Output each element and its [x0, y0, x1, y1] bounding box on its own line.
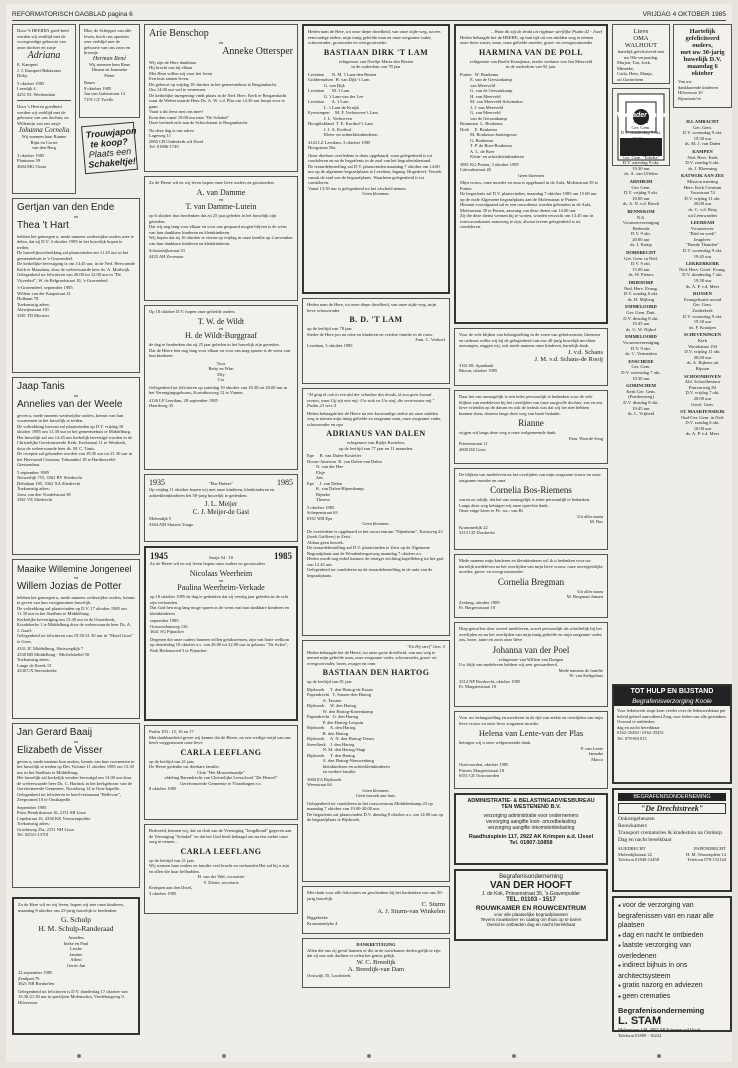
wedding-notice-arie: Arie Benschop en Anneke Ottersper Wij zijn de Here dankbaar Hij bracht ons bij elkaar Met Hem willen wij voor het leven Een huis samen leven. Dit gebeurt op vrijdag 18 oktober in het gemeentehuis te Bergambacht. Om 14.00 uur wel te vernemen. De kerkelijke inzegening vindt plaats in de Ned. Herv. Kerk te Bergambacht waar de Weleerwaarde Heer Ds. A. W. v.d. Plas om 14.30 uur hoopt voor te gaan. Vaart u dit feest met ons mee? Kom dan vanaf 19.00 uur naar "De Schakel" Deze bevindt zich aan de Schoolstraat te Bergambacht. Na deze dag is ons adres: Lageweg 11 2865 CB Ouderkerk a/d IJssel Tel. 01806-1749 [144, 24, 298, 172]
column-5-ads [612, 684, 732, 1036]
church-listings-right: H.I. AMBACHT Ger. Gem. D.V. woensdag 9 okt. 19.30 uur ds. M. J. van Dalen KAMPEN Ned. Herv. Kerk D.V. zondag 6 okt. ds. J. Bloeming KATWIJK AAN ZEE Mission meeting Herv. Kerk Centrum Voorstraat 74 D.V. vrijdag 11 okt. 20.00 uur ds. C. v.d. Berg uit Leeuwarden LEERDAM Vrouwenver. "Biid en werk" Jeugdver. "Bonde Thanden" D.V. woensdag 9 okt. 19.45 uur LEKKERKERK Ned. Herv. Geref. Evang. D.V. donderdag 7 okt. 19.30 uur ds. A. P. v.d. Meer RIJSSEN Evangelisatie avond Ger. Gem. Zuiderkerk D.V. woensdag 9 okt. 19.30 uur ds. F. Kraaijen SCHEVENINGEN Kerk Woudstraat 194 D.V. vrijdag 11 okt. 20.00 uur ds. A. Rijkens uit Rijssen SCHOONHOVEN Ald. Schoolbestuur Pastoorweg 84 D.V. vrijdag 7 okt. 20.00 uur Geref. Gem. ST. MAARTENSDIJK Oud-Ger. Gem. in Ned. D.V. zondag 6 okt. 10.00 uur ds. A. P. v.d. Meer [679, 119, 726, 437]
obituary-van-dalen: "Al ging ik ook in een dal der schaduw des doods, ik zou geen kwaad vrezen, want Gij zijt met mij: Uw stok en Uw staf, die vertroosten mij." Psalm 23 vers 4 Heden behaagde het de Heere na een korstondige ziekte uit onze midden weg te nemen mijn innig geliefde en zorgzame man, onze zorgzame vader, schoonvader en opa ADRIANUS VAN DALEN echtgenoot van Rijdje Kostelier, op de leeftijd van 77 jaar en 11 maanden. Epe R. van Dalen-Kostelier Doorn-Amerom R. van Dalen-van Dalen N. van der Hee Elsje Ans Epe J. van Dalen K. van Dalen-Hijnenkamp Rijneke Therese 3 oktober 1985 Schepenstraat 63 8161 WB Epe Geen bloemen. De overledene is opgebaard in het rouwcentrum "Nijenheim", Kruisweg 23 (hoek Griffieer) te Zeist. Aldaar geen bezoek. De teraardebestelling zal D.V. plaatsvinden te Zeist op de Algemene Begraafplaats aan de Woudenbergseweg maandag 7 oktober a.s. Heden wordt nog enkel kantoor de reiziger stichting kapelleberg tot het graf van 12.45 uur. Gelegenheid tot condoleren na de teraardebestelling in de aula van de begraafplaats. [302, 388, 450, 636]
ad-drechtstreek: BEGRAFENISONDERNEMING "De Drechtstreek" Onkostgeheuzen Rouwkamers Transport crematories & kindestuin na Ostdorp Dag en nacht bereikbaar SLIEDRECHT Molendijkstraat 22 Telefoon 01840-12458 PAPENDRECHT H. M. Wassenplein 14 Telefoon 078-152144 [612, 788, 732, 892]
birth-ads-row [12, 24, 140, 198]
wedding-notice-gertjan: Gertjan van den Ende en Thea 't Hart hebben het genoegen u, mede namens wederzijdse ouders mee te delen, dat zij D.V. 4 oktober 1985 in het huwelijk hopen te treden. De huwelijksvoltrekking zal plaatsvinden om 11.45 uur in het gemeentehuis te 's-Gravendeel. De kerkelijke bevestiging is om 14.45 uur, in de Ned. Hervormde Kerk te Maasdam, door de weleerwaarde heer ds. A. Muilwijk. Gelegenheid tot feliciteren van 20.00 tot 22.00 uur in "De Vijverhof", W. de Belgraafstraat 10, 's-Gravendeel. 's-Gravendeel, september 1985 Willem van der Kaapstraat 31 Hofhaan 78 Toekomstig adres: Alewijnstraat 101 3381 TD Mooster [12, 198, 140, 373]
thanks-van-der-poel: Diep getroffen door zoveel medeleven, zowel persoonlijk als schriftelijk bij het overlijden en na het overlijden van mijn innig geliefde en mijn zorgzame vader, zus, broer, tante en zoon onze lieve Johanna van der Poel echtgenote van Willem van Dongen Uw blijk van medeleven hebben wij zeer gewaardeerd. Mede namens de familie W. van Steltgehuis 3314 NP Dordrecht, oktober 1985 Pr. Margrietstraat 18 [454, 622, 608, 707]
column-1-bottom [12, 897, 140, 1037]
trouwjapon-ad: Trouwjapon te koop? Plaats een Schakeltje! [81, 122, 138, 174]
wedding-notice-jan: Jan Gerard Baaij en Elizabeth de Visser geven u, mede namens hun ouders, kennis van hun voornemen in het huwelijk te treden op Dev Volonte 11 oktober 1985 om 13.30 uur in het Stadhuis te Middelburg. Het huwelijk zal kerkelijk worden bevestigd om 14.00 uur door de weleerwaarde heer Ds. C. Harinck in het kerkgebouw van de Gereformeerde Gemeente, Noordweg 14 te Oost-kapelle. Gelegenheid tot feliciteren in hotel-restaurant "Bellevue", Zeepromed 10 te Oostkapelle. September 1985 Prins Hendrikstraat 16, 2151 SB Lisse Lepelstraat 16, 4356 KK Vrouwenpolder Toekomstig adres: Grachtweg 25a, 2151 NH Lisse Tel. 02521-13701 [12, 723, 140, 888]
page-header [12, 8, 726, 21]
obituary-tlam-2: Heden nam de Here, tot onze diepe droefheid, van onze zijde weg, mijn lieve schoonvader B. D. 'T LAM op de leeftijd van 78 jaar Sterke de Here jou nu reise en kinderen en verdere familie in de rouw. Fam. C. Verhoef Leerdam, 3 oktober 1985 [302, 298, 450, 384]
obituary-van-de-poll: ...Want dit zijt de drukt uit rijgbaar sterflijke Psalm 42 - Jozef Heden behaagde het de HEERE, op hun tijd uit ons midden weg te nemen onze lieve zuster, tante, onze geliefde moeder, groot- en overgrootmoeder HARMINA VAN DE POLL echtgenote van Roelie Kraaijema, eerder weduwe van Jan Meerveld in de ouderdom van 92 jaar. Putten W. Boukema E. van de Gerssinkamp van Meerveld G. van de Gerssinkamp H. van Meerveld M. van Meerveld-Schomaker J. J. van Meerveld G. van Meerveld van de Gerssinkamp Brummen L. Boukema Doth E. Boukema M. Boukema-Jonkergouw G. Boukema T. P. de Boer-Boukema A. L. de Boer Klein- en achterkleinkinderen 3881 KG Putten, 3 oktober 1985 Calorathstraat 40 Geen bloemen Mijn vrouw, onze moeder en oma is opgebaard in de Aula, Molenstraat 39 te Putten. De begrafenis zal D.V. plaatsvinden, maandag 7 oktober 1985 om 15.00 uur op de oude Algemene begraafplaats aan de Molenstraat te Putten. Hieraan voorafgaand zal er een rouwdienst worden gehouden in de Aula, Molenstraat 39 te Putten, aanvang van deze dienst om 14.00 uur. Zij die deze dienst wensen bij te wonen, worden verzocht om 13.45 uur in rouwwoonkamer aanwezig te zijn, alwaar tevens gelegenheid is tot condoleren. [454, 24, 608, 324]
birth-notice-adriana: Door 'S HEEREN goed-heid werden wij verblijd met de voorspoedige geboorte van onze dochter en zusje Adriana E. Kamperi J. J. Kamperi-Bakkeraas Dirky 5 oktober 1985 Leerdijk 4 4251 EL Werkendam Door 's Heeren goedheid werden wij verblijd met de geboorte van ons dochter, en Willemijn van ons zusje Johanna Cornelia Wij noemen haar Rianne Rijnt en Corrie van den Berg 3 oktober 1985 Plantsoen 59 3604 MG Oosta [12, 24, 76, 194]
anniversary-notice-weerheim: 1945 Jesaja 54 : 10 1985 Zo de Heere wil en wij leven hopen onze ouders en grootouders Nicolaas Weerheim en Paulina Weerheim-Verkade op 10 oktober 1985 de dag te gedenken dat zij veertig jaar geleden in de echt zijn verbonden. Dat God hen nog lang moge sparen is de wens van hun dankbare kinderen en kleinkinderen september 1985 Oostzeedamweg 136 3641 SG Pijnacker Degenen die onze ouders hunnen willen gelukwensen, zijn van harte welkom op donderdag 10 oktober a.s. van 20.00 tot 22.00 uur in gebouw "De Acker", Park Berkenzoed 5 te Pijnacker. [144, 546, 298, 721]
thanks-rianne: Daar het ons onmogelijk is een ieder persoonlijk te bedanken voor de vele blijken van medeleven bij het overlijden van onze zorgvolle dochter, zus en ons lieve vriendin op de datum en ook de indruk was dat wij het niet hebben kunnen doen, daarom langs deze weg van harte bedankt. Rianne wijgen wij langs deze weg u onze welgemeende dank. Fam. Woerde-Jong Prinsenstraat 11 4900 DZ Goes [454, 390, 608, 464]
column-3 [302, 24, 450, 1054]
thanks-breedijk: DANKBETUIGING Allen die ons zij geval hunnen of die in de rouwkamer deden gelijk te zijn dat zij ons ook dachten er velen het gemis gelijk. W. C. Breedijk A. Breedijk-van Dam Oostwijk 35, Loosbroek [302, 938, 450, 988]
thanks-sturm: Met dank voor alle felicitaties en geschenken bij het herdenken van ons 50-jarig huwelijk. C. Sturm A. J. Sturm-van Winkelen Riggekerke Krommendyke 4 [302, 886, 450, 934]
ad-administratiebureau: ADMINISTRATIE- & BELASTINGADVIESBUREAU TEN WESTENEND B.V. verzorging administratie voor ondernemers verzorging aangifte loon- omzetbelasting verzorging aangifte inkomstenbelasting Raadhuisplein 117, 2922 AK Krimpen a.d. IJssel Tel. 01807-10858 [454, 793, 608, 865]
obituary-carla-2: Bedroefd, kennen wij, dat en club van de Vereniging "Jeugdbond" gegeven aan de Vereniging "Schakel" en dat het God heeft behaagd om na een ziekte onze zorg te nemen... CARLA LEEFLANG op de leeftijd van 21 jaar. Wij wensen haar ouders en familie veel kracht en verbonden Het zal bij u zijn en allen die haar liefhadden. H. van der Wal, voorzitter V. Dieter, secretaris Krimpen aan den IJssel, 3 oktober 1985 [144, 824, 298, 914]
column-4 [454, 24, 608, 1054]
birth-notice-herman: Blut, de Schepper van alle leven, hoeft ons opnieuw zeer verblijd met de geboorte van ons zoon en broertje Herman René Wij noemen hem Rene Dinant en Jeannette Pieter Baarn 9 oktober 1985 Jan van Galenstraat 14 7191 CZ Twello [79, 24, 140, 118]
column-5: Lieve OMA WALHOUT hartelijk gefeliciteerd met uw 90e verjaardag. Marjon, Ton, Joek, Minneke, Carla, Hein, Manja, uit Gorinchem Vergader varia Hartelijk gefeliciteerd ouders, met uw 30-jarig huwelijk D.V. maandag 6 oktober Van uw dankbarende kinderen Hilversum 30 Rijnstraat/ve AALST Ger. Gem. D.V. donderdag 9 okt. 19.30 uur ds. C. v.d. Poel ALBLASSERDAM Ger. Gem. "Eikelta" D.V. zaterdag 9 okt. 19.30 uur ds. A. van Uffelen ARNHEIM Ger. Gem. D.V. vrijdag 9 okt. 10.00 uur ds. A. N. v.d. Bosch BENNEKOM N.S. Vrouwenvereniging Bethesda D.V. 9 okt. 20.00 uur ds. J. Kamp DORDRECHT Ger. Gem. in Ned. D.V. 9 okt. 15.00 uur ds. W. Pieters DRIEDORP Ned. Herv. Evang. D.V. zondag 6 okt. ds. H. Mijberg EMMELOORD Ger. Gem. Duit. D.V. dinsdag 8 okt. 19.45 uur ds. G. W. Nijhof EMMELOORD Vrouwenvereniging D.V. 9 okt. ds. C. Vermeulen ENSCHEDE Ger. Gem. D.V. woensdag 7 okt. 19.30 uur GORINCHEM Kerk Ger. Gem. (Fuerbenweg) D.V. dinsdag 8 okt. 19.45 uur ds. L. Vrijheid H.I. AMBACHT Ger. Gem. D.V. woensdag 9 okt. 19.30 uur ds. M. J. van Dalen KAMPEN Ned. Herv. Kerk D.V. zondag 6 okt. ds. J. Bloeming KATWIJK AAN ZEE Mission meeting Herv. Kerk Centrum Voorstraat 74 D.V. vrijdag 11 okt. 20.00 uur ds. C. v.d. Berg uit Leeuwarden LEERDAM Vrouwenver. "Biid en werk" Jeugdver. "Bonde Thanden" D.V. woensdag 9 okt. 19.45 uur LEKKERKERK Ned. Herv. Geref. Evang. D.V. donderdag 7 okt. 19.30 uur ds. A. P. v.d. Meer RIJSSEN Evangelisatie avond Ger. Gem. Zuiderkerk D.V. woensdag 9 okt. 19.30 uur ds. F. Kraaijen SCHEVENINGEN Kerk Woudstraat 194 D.V. vrijdag 11 okt. 20.00 uur ds. A. Rijkens uit Rijssen SCHOONHOVEN Ald. Schoolbestuur Pastoorweg 84 D.V. vrijdag 7 okt. 20.00 uur Geref. Gem. ST. MAARTENSDIJK Oud-Ger. Gem. in Ned. D.V. zondag 6 okt. 10.00 uur ds. A. P. v.d. Meer [612, 24, 732, 1054]
header-left: REFORMATORISCH DAGBLAD pagina 6 [12, 10, 133, 18]
wedding-notice-jaap: Jaap Tanis en Annelies van der Weele geven u, mede namens wederzijdse ouders, kennis van hun voornemen in het huwelijk te treden. De voltrekking hiervan zal plaatsvinden op D.V. vrijdag 18 oktober 1985 om 13.30 uur in het gemeentehuis te Middelburg. Het huwelijk zal om 14.45 uur kerkelijk bevestigd worden in de Christelijke Gereformeerde Kerk, Kerkstraat 11 te Westkerk, door de weleerwaarde heer ds. M. C. Tanis. De receptie zal gehouden worden van 19.45 uur tot 21.30 uur in het Hervormd Centrum, Tolmanhof 18 te Hardinxveld-Giessendam. 5 september 1985 Niewerlijk 755, 3361 BV Sliedrecht Deltalaan 105, 3362 XA Sliedrecht Toekomstig adres: Joost van den Vondelstraat 38 3361 VE Sliedrecht [12, 377, 140, 555]
header-right: VRIJDAG 4 OKTOBER 1985 [642, 10, 726, 18]
wedding-notice-maaike: Maaike Willemine Jongeneel en Willem Jozias de Potter hebben het genoegen u, mede namens wederzijdse ouders, kennis te geven van hun voorgenomen huwelijk. De voltrekking zal plaatsvinden op D.V. 17 oktober 1985 om 11.30 uur in het Stadhuis te Middelburg. Kerkelijke bevestiging om 13.30 uur in de Oosterkerk, Koudekerke 1 te Middelburg door de weleerwaarde heer Ds. A. J. Gaaff. Gelegenheid tot feliciteren van 19.30-21.30 uur in "Motel Goes" te Goes. 4331 JC Middelburg, Sluiswegdijk 7 4330 RB Middelburg - Michelsbeltel 50 Toekomstig adres: Lange de Kreek 13 4330 CX Serooskerke [12, 559, 140, 719]
ad-van-der-hooft: Begrafenisonderneming VAN DER HOOFT J. de Kok, Prinsenstraat 35, 's-Gravenpolder TEL. 01103 - 1517 ROUWKAMER EN ROUWCENTRUM voor alle plaatselijke begraafplaatsen Tevens rouwkamer en caalog om thuis op te baren Overal te ontbieden dag en nacht bereikbaar [454, 869, 608, 941]
thanks-bos-riemens: De blijken van medeleven na het overlijden van mijn zorgzame vrouw en onze zorgzame moeder en oma Cornelia Bos-Riemens waren zo talrijk, dat het ons onmogelijk is ieder persoonlijk te bedanken. Langs deze weg betuigen wij onze oprechte dank. Onze enige broer te Pe. wa.: van Ri Uit aller naam M. Bos Krommedijk 22 3313 CD Dordrecht [454, 468, 608, 550]
anniversary-notice-wildt: Op 18 oktober D.V. hopen onze geliefde ouders T. W. de Wildt en H. de Wildt-Burggraaf de dag te herdenken dat zij 25 jaar geleden in het huwelijk zijn getreden. Dat de Heere hen nog lang voor elkaar en voor ons mag sparen is de wens van hun kinderen Toos Betty en Wim Elly Cor Gelegenheid tot feliciteren op zaterdag 19 oktober van 18.30 tot 20.00 uur in het Verenigingsgebouw, Korinthosweg 12 te Vianen. 4126 LP Leerdam, 28 september 1985 Haardweg 35 [144, 305, 298, 470]
newspaper-page [6, 4, 732, 1062]
thanks-van-der-schans: Voor de vele blijken van belangstelling in de vorm van gelukwensen, bloemen en cadeaus welke wij bij de gelegenheid van ons 40-jarig huwelijk mochten ontvangen, zeggen wij, ook mede namens onze kinderen, hartelijk dank. J. v.d. Schans J. M. v.d. Schans-de Rooij 3161 RL Spanhaak Rhoon, oktober 1985 [454, 328, 608, 386]
ad-koole: TOT HULP EN BIJSTAND Begrafenisverzorging Koole Voor ledenwerk stopt kom verder over de ledenwerkkast per beleid geheel aanvullend Zorg voor leden van alle gezindten. Overeal te ontbieden dag en nacht bereikbaar 0162-35450 / 0162-35451 Tel. 078-001015 [612, 684, 732, 784]
column-2 [144, 24, 298, 1054]
obituary-carla-1: Psalm 103 : 15, 16 en 17 Met dankbaarheid geven wij kennis dat de Heere, na een vredige strijd van ons heeft weggenomen onze lieve CARLA LEEFLANG op de leeftijd van 21 jaar. De Heere gedenke uw dierbare familie. Club "Het Mosterdzaadje" afdeling Barendrecht van Christelijke Leerschool "De Heuvel" Gereformeerde Gemeente te Vlaardingen e.o. 8 oktober 1985 [144, 725, 298, 820]
ad-stam: ● voor de verzorging van begrafenissen van en naar alle plaatsen ● dag en nacht te ontbieden ● laatste verzorging van overledenen ● indirect bijhuis in ons architectsysteem ● gratis nazorg en adviezen ● geen crematies Begrafenisonderneming L. STAM Molenstraat 148, 2907 AP Krimpen a/d IJssel Telefoon 01809 - 16222 [612, 896, 732, 1032]
anniversary-ouders: Hartelijk gefeliciteerd ouders, met uw 30-jarig huwelijk D.V. maandag 6 oktober Van uw dankbarende kinderen Hilversum 30 Rijnstraat/ve [673, 24, 732, 108]
anniversary-notice-meijer: 1935 "Ebe Haëzer" 1985 Op vrijdag 11 oktober hopen wij met onze kinderen, kleinkinderen en achterkleinkinderen het 50-jarig huwelijk te gedenken. J. L. Meijer C. J. Meijer-de Gast Molendijk 5 3364 AM Sluizen Tungo [144, 474, 298, 542]
obituary-den-hartog: "En Hij sterf" Gen. 5 Heden behaagde het de Heere, tot onze grote droefheid, van ons weg te nemen mijn geliefde man, onze zorgzame vader, schoonvader, groot- en overgrootvader, broer, zwager en oom BASTIAAN DEN HARTOG op de leeftijd van 81 jaar Rijsbroek T. den Hartog-de Kraan Papendrecht T. Sassen-den Hartog A. Tassner Rijsbroek W. den Hartog W. den Hartog-Kortenkamp Papendrecht G. den Hartog P. den Hartog-Lesquin Rijsbroek A. den Hartog R. den Hartog Rijsbroek A. N. den Hartog-Teeuw Streefkerk J. den Hartog N. M. den Hartog-Slagt Rijsbroek T. den Hartog A. den Hartog-Nieuwenburg kleinkinderen en achterkleinkinderen en verdere familie 3060 EA Rijsbroek Weerstraat 64 Geen bloemen. Geen bezoek aan huis. Gelegenheid tot condoleren in het rouwcentrum Middelenkamp 23 op maandag 7 oktober van 19.00-20.00 uur. De begrafenis zal plaatsvinden D.V. dinsdag 8 oktober a.s. om 14.00 uur op de begraafplaats te Rijsbroek. [302, 640, 450, 882]
page-binding-dots [6, 1054, 732, 1058]
birthday-oma-walhout: Lieve OMA WALHOUT hartelijk gefeliciteerd met uw 90e verjaardag. Marjon, Ton, Joek, Minneke, Carla, Hein, Manja, uit Gorinchem [612, 24, 670, 84]
anniversary-notice-damme: Zo de Heere wil en wij leven hopen onze lieve ouders en grootouders A. van Damme en T. van Damme-Lutein op 6 oktober hun herdenken dat zij 25 jaar geleden in het huwelijk zijn getreden. Dat wij nog lang voor elkaar en voor ons gespaard mogen blijven is de wens van hun dankbare kinderen en kleinkinderen. Wij hopen dat zij 16 oktober te vieren op vrijdag in onze familie op 2 november van hun dankbare kinderen en kleinkinderen. Schoonbijkstraat 53 4435 AH Zevenaar [144, 176, 298, 301]
anniversary-notice-schulp: Zo de Here wil en wij leven, hopen wij met onze kinderen, maandag 8 oktober ons 25-jarig huwelijk te herdenken. G. Schulp H. M. Schulp-Randeraad Annelies Ineke en Paul Liesbe Jantine Albert Gerrit-Jan 22 september 1985 Zendpad 76 3621 NB Breukelen Gelegenheid tot feliciteren is D.V. donderdag 17 oktober van 15.30-21.30 uur in paviljoen Molenschot, Vredeburgweg 9, Hilversum. [12, 897, 140, 1035]
thanks-van-der-plas: Voor uw belangstelling en meeleven in de tijd van ziekte en overlijden van mijn lieve vrouw en onze lieve zorgzame moeder Helena van Lente-van der Plas betuigen wij u onze welgemeende dank. P. van Lente Jannake Marco Oostvoorden, oktober 1985 Prinses Margrietstraat 18 6551 CE Oostvoorden [454, 711, 608, 789]
obituary-tlam: Heden nam de Here, tot onze diepe droefheid, van onze zijde weg, na een eenvoudige ziekte, mijn innig geliefde man en onze zorgzame vader, schoonvader, grootvader en overgrootvader BASTIAAN DIRK 'T LAM echtgenoot van Neeltje Maria den Besten in de ouderdom van 78 jaar Leerdam N. M. 't Lam-den Besten Goldermalsen H. van Dijk-'t Lam G. van Dijk Leerdam M. 't Lam G. 't Lam-van der Lee Leerdam A. 't Lam L. 't Lam-de Kruijk Eyewimpen M. F. Verhoeven-'t Lam J. L. Verhoeven Hoogblokland T. E. Korthof-'t Lam J. J. A. Korthof Klein- en achterkleinkinderen 4143 LZ Leerdam, 3 oktober 1985 Hoogstraat 56a Onze dierbare overledene is thuis opgebaard, waar gelegenheid is tot condoleren en na de begrafenis in de zaal van het begrafenisbestand. De teraardebestelling zal D.V. plaatsvinden maandag 7 oktober om 14.00 uur op de algemene begraafplaats te Leerdam, Ingang: Hogedreef. Vertrek vanuit de zaal van de begraafplaats. Waarheen gelegenheid is tot condoleren. Vanaf 13.30 uur is gelegenheid tot het afscheid nemen. Geen bloemen. [302, 24, 450, 294]
thanks-bregman: Mede namens mijn kinderen en kleinkinderen wil ik u bedanken voor uw hartelijk medeleven na het overlijden van mijn lieve vrouw, onze onvergetelijke moeder, groot- en overgrootmoeder Cornelia Bregman Uit aller naam M. Bregman-Jansen Zeeberg, oktober 1985 Fr. Hargerustraat 10 [454, 554, 608, 618]
church-listings-left: AALST Ger. Gem. D.V. donderdag 9 okt. 19.30 uur ds. C. v.d. Poel ALBLASSERDAM Ger. Gem. "Eikelta" D.V. zaterdag 9 okt. 19.30 uur ds. A. van Uffelen ARNHEIM Ger. Gem. D.V. vrijdag 9 okt. 10.00 uur ds. A. N. v.d. Bosch BENNEKOM N.S. Vrouwenvereniging Bethesda D.V. 9 okt. 20.00 uur ds. J. Kamp DORDRECHT Ger. Gem. in Ned. D.V. 9 okt. 15.00 uur ds. W. Pieters DRIEDORP Ned. Herv. Evang. D.V. zondag 6 okt. ds. H. Mijberg EMMELOORD Ger. Gem. Duit. D.V. dinsdag 8 okt. 19.45 uur ds. G. W. Nijhof EMMELOORD Vrouwenvereniging D.V. 9 okt. ds. C. Vermeulen ENSCHEDE Ger. Gem. D.V. woensdag 7 okt. 19.30 uur GORINCHEM Kerk Ger. Gem. (Fuerbenweg) D.V. dinsdag 8 okt. 19.45 uur ds. L. Vrijheid [620, 119, 662, 417]
